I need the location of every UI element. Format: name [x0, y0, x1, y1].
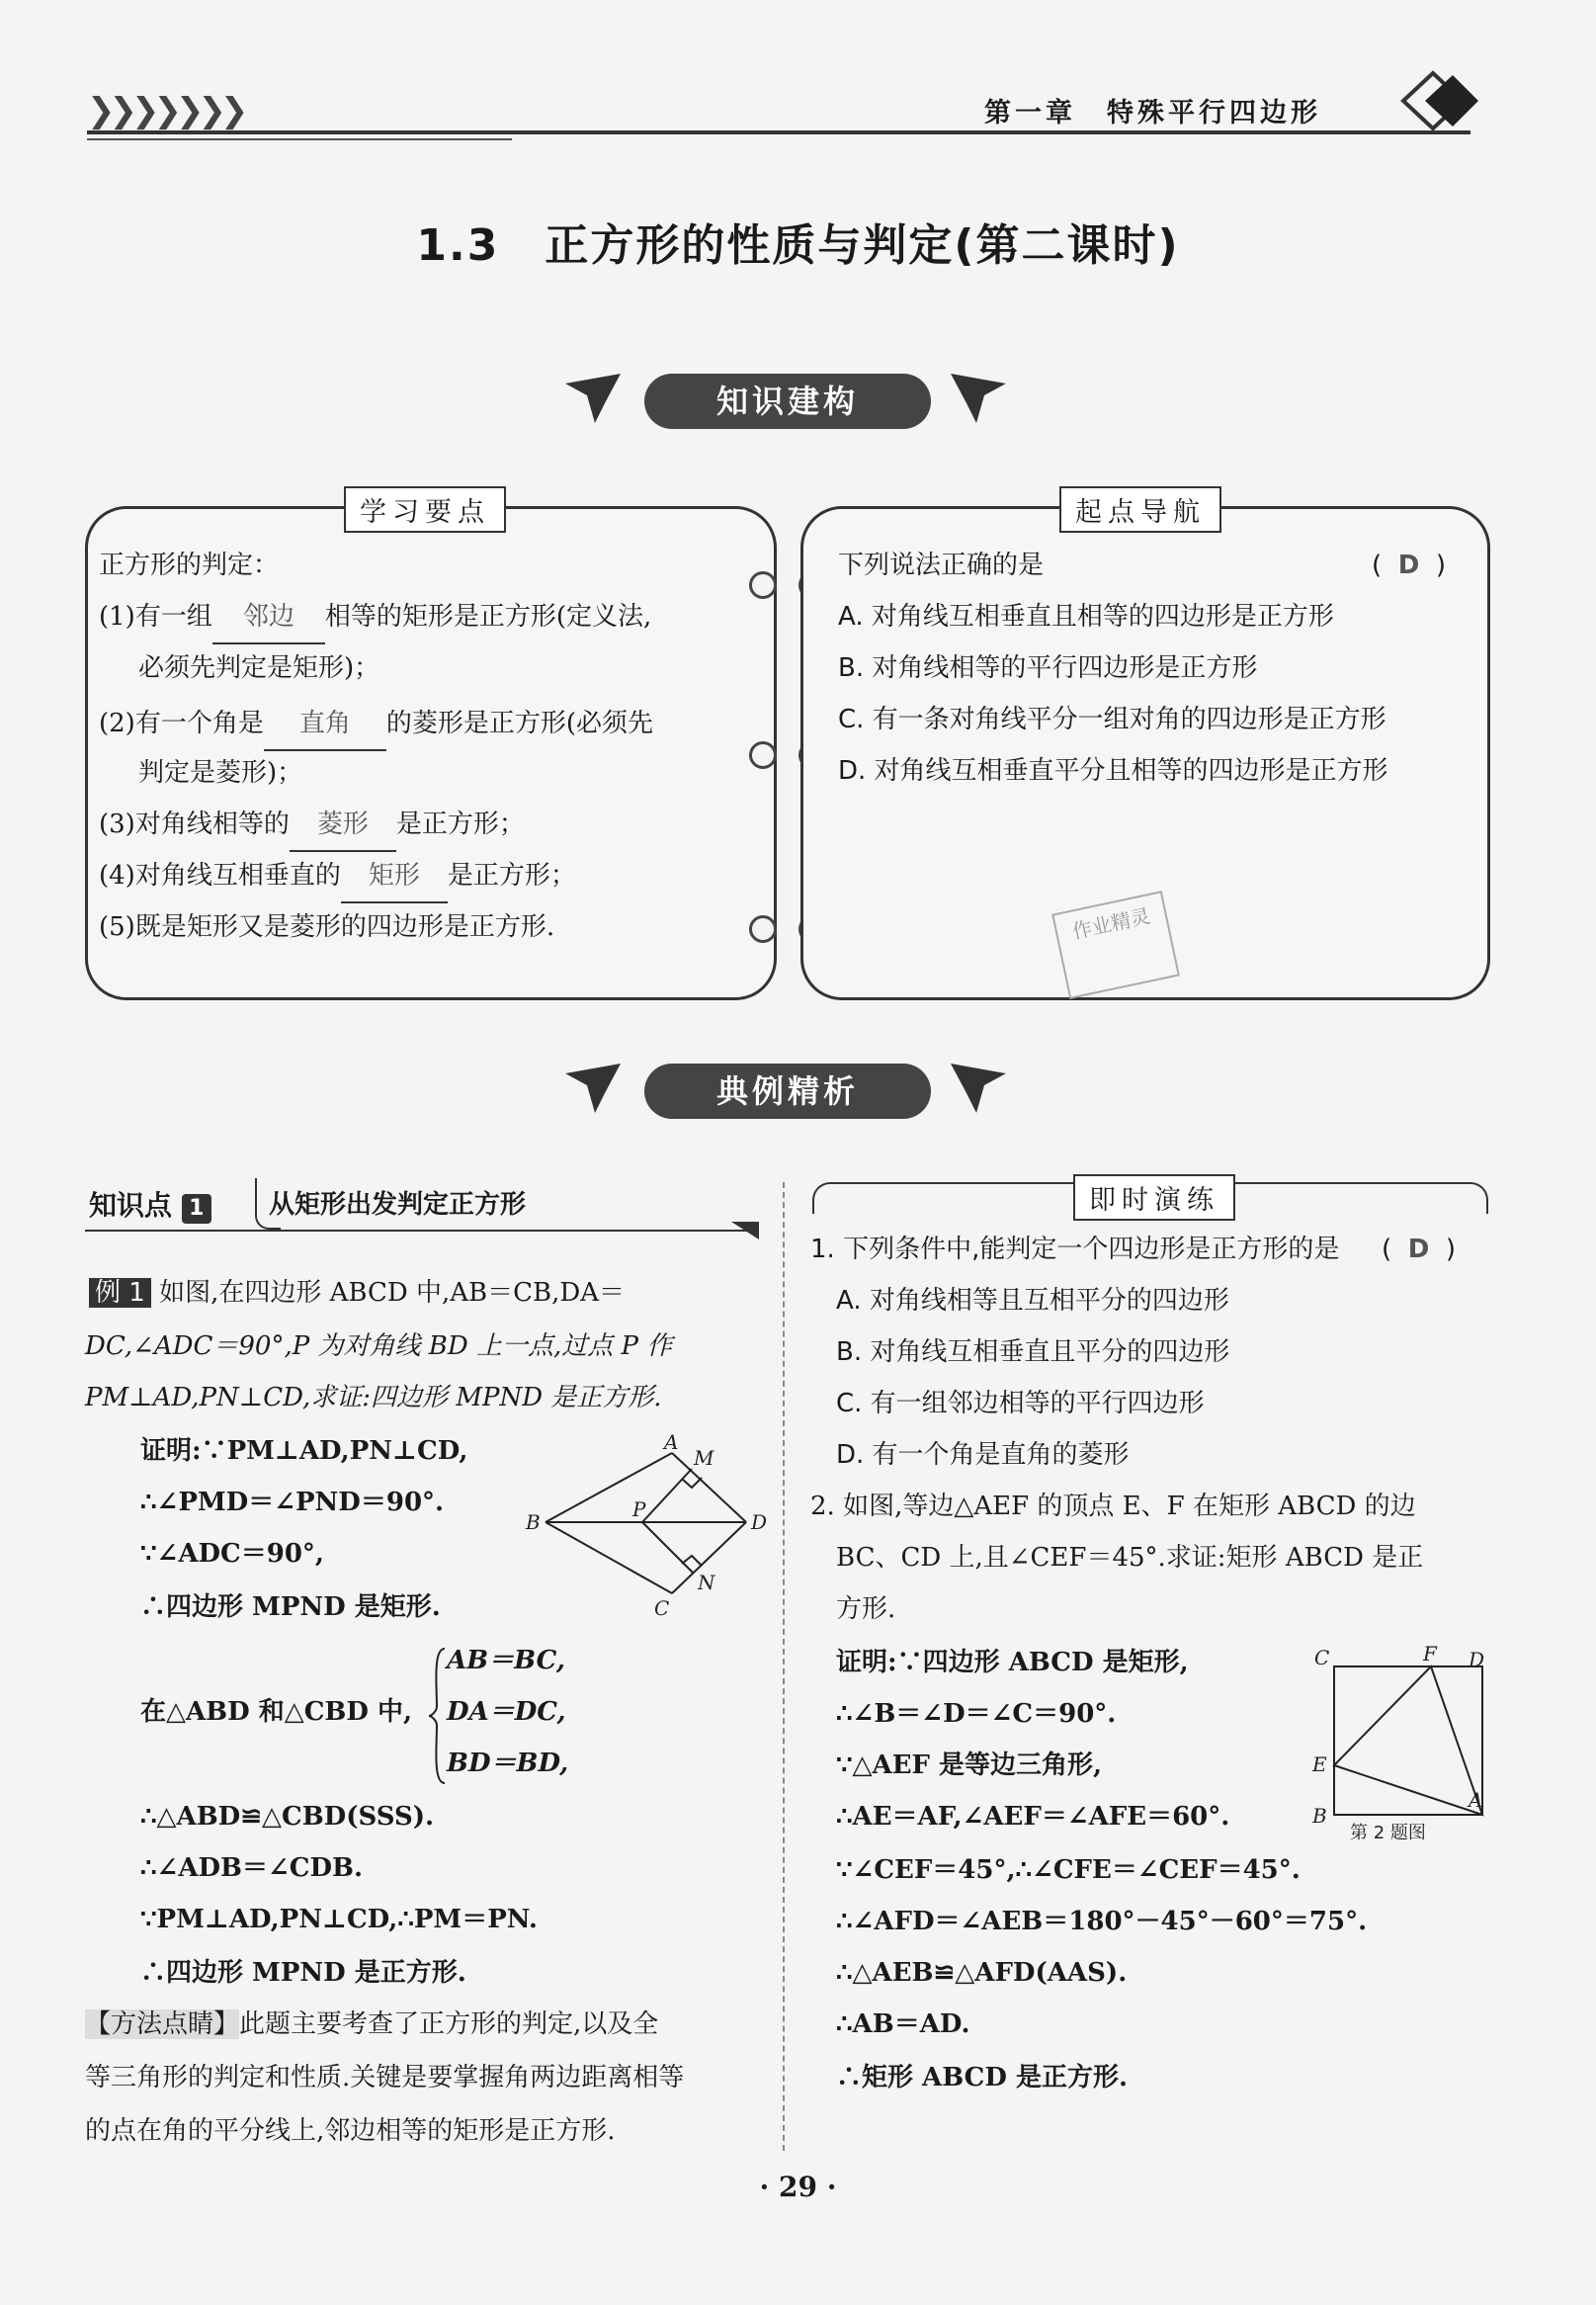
ring-icon	[749, 741, 777, 769]
example-line-3: PM⊥AD,PN⊥CD,求证:四边形 MPND 是正方形.	[85, 1383, 662, 1412]
answer-blank: 邻边	[212, 591, 325, 644]
practice-q1-option: C. 有一组邻边相等的平行四边形	[836, 1389, 1205, 1418]
practice-proof-line: ∴矩形 ABCD 是正方形.	[836, 2063, 1129, 2092]
practice-figure	[1310, 1645, 1488, 1842]
start-guide-tab: 起点导航	[1059, 486, 1221, 533]
rule-1: (1)有一组 邻边 相等的矩形是正方形(定义法,	[99, 591, 651, 644]
answer-blank: 直角	[264, 698, 386, 751]
segment-pn	[642, 1522, 694, 1574]
label-b: B	[1312, 1804, 1327, 1828]
segment-pm	[642, 1469, 692, 1522]
system-eq: DA＝DC,	[447, 1697, 566, 1727]
header-rule	[87, 130, 1470, 134]
answer-blank: 菱形	[290, 799, 396, 852]
ring-icon	[749, 915, 777, 943]
bird-icon	[951, 374, 1006, 423]
practice-proof-line: ∵∠CEF＝45°,∴∠CFE＝∠CEF＝45°.	[836, 1855, 1301, 1885]
bird-icon	[565, 374, 621, 423]
header-rule-thin	[87, 138, 512, 140]
rule-5: (5)既是矩形又是菱形的四边形是正方形.	[99, 912, 555, 942]
label-p: P	[632, 1497, 646, 1521]
label-d: D	[751, 1510, 768, 1534]
column-divider	[783, 1182, 785, 2151]
label-c: C	[1314, 1646, 1330, 1669]
proof-line: 证明:∵PM⊥AD,PN⊥CD,	[140, 1436, 468, 1466]
section-banner-examples: 典例精析	[644, 1064, 931, 1119]
practice-q1-answer: ( D )	[1382, 1235, 1456, 1264]
label-a: A	[1469, 1788, 1483, 1812]
system-eq: AB＝BC,	[447, 1646, 565, 1675]
label-c: C	[654, 1596, 670, 1620]
example-line-2: DC,∠ADC＝90°,P 为对角线 BD 上一点,过点 P 作	[85, 1331, 673, 1361]
page-number: · 29 ·	[759, 2171, 837, 2203]
practice-q1-option: D. 有一个角是直角的菱形	[836, 1440, 1130, 1470]
kp-rule	[85, 1230, 757, 1232]
watermark-stamp: 作业精灵	[1051, 891, 1180, 999]
proof-line: ∴△ABD≌△CBD(SSS).	[140, 1802, 435, 1832]
rule-4: (4)对角线互相垂直的 矩形 是正方形；	[99, 850, 576, 903]
guide-option-a: A. 对角线互相垂直且相等的四边形是正方形	[838, 602, 1334, 632]
rule-2: (2)有一个角是 直角 的菱形是正方形(必须先	[99, 698, 653, 751]
example-tag: 例 1	[89, 1278, 151, 1308]
label-e: E	[1312, 1752, 1327, 1776]
proof-line: ∴∠ADB＝∠CDB.	[140, 1853, 364, 1883]
ring-icon	[749, 571, 777, 599]
method-tip-line-3: 的点在角的平分线上,邻边相等的矩形是正方形.	[85, 2116, 616, 2146]
practice-q1-option: B. 对角线互相垂直且平分的四边形	[836, 1337, 1230, 1367]
study-heading: 正方形的判定：	[99, 551, 280, 580]
proof-line: ∴∠PMD＝∠PND＝90°.	[140, 1488, 445, 1517]
section-banner-knowledge: 知识建构	[644, 374, 931, 429]
system-intro: 在△ABD 和△CBD 中,	[140, 1697, 413, 1727]
label-m: M	[694, 1446, 714, 1470]
example-line-1: 例 1 如图,在四边形 ABCD 中,AB＝CB,DA＝	[89, 1267, 625, 1319]
practice-proof-line: ∴AB＝AD.	[836, 2009, 970, 2039]
guide-option-b: B. 对角线相等的平行四边形是正方形	[838, 653, 1258, 683]
guide-option-c: C. 有一条对角线平分一组对角的四边形是正方形	[838, 705, 1386, 734]
guide-answer: ( D )	[1372, 551, 1446, 580]
practice-proof-line: 证明:∵四边形 ABCD 是矩形,	[836, 1648, 1189, 1677]
method-tip-line-2: 等三角形的判定和性质.关键是要掌握角两边距离相等	[85, 2063, 685, 2092]
practice-proof-line: ∴AE＝AF,∠AEF＝∠AFE＝60°.	[836, 1802, 1230, 1832]
practice-proof-line: ∴∠B＝∠D＝∠C＝90°.	[836, 1699, 1117, 1729]
proof-line: ∵∠ADC＝90°,	[140, 1539, 324, 1569]
proof-line: ∴四边形 MPND 是正方形.	[140, 1958, 466, 1988]
chapter-title: 第一章 特殊平行四边形	[984, 98, 1321, 128]
practice-q2-line-3: 方形.	[836, 1594, 896, 1624]
label-d: D	[1469, 1648, 1485, 1671]
triangle-aef	[1334, 1666, 1482, 1815]
rule-2-cont: 判定是菱形)；	[138, 758, 303, 788]
system-eq: BD＝BD,	[447, 1749, 569, 1778]
bird-icon	[565, 1064, 621, 1113]
header-diamond-icon	[1374, 61, 1482, 140]
practice-q1: 1. 下列条件中,能判定一个四边形是正方形的是	[810, 1235, 1340, 1264]
rule-3: (3)对角线相等的 菱形 是正方形；	[99, 799, 525, 852]
practice-proof-line: ∴∠AFD＝∠AEB＝180°－45°－60°＝75°.	[836, 1907, 1368, 1936]
guide-question: 下列说法正确的是	[838, 551, 1045, 580]
label-b: B	[526, 1510, 541, 1534]
header-chevrons: ❯❯❯❯❯❯❯	[87, 91, 243, 130]
practice-q1-option: A. 对角线相等且互相平分的四边形	[836, 1286, 1229, 1316]
example-figure	[524, 1433, 771, 1631]
proof-line: ∴四边形 MPND 是矩形.	[140, 1592, 441, 1622]
figure-caption: 第 2 题图	[1350, 1823, 1426, 1842]
knowledge-point-title: 从矩形出发判定正方形	[269, 1190, 527, 1220]
practice-proof-line: ∴△AEB≌△AFD(AAS).	[836, 1958, 1128, 1988]
rule-1-cont: 必须先判定是矩形)；	[138, 653, 380, 683]
practice-q2-line-1: 2. 如图,等边△AEF 的顶点 E、F 在矩形 ABCD 的边	[810, 1492, 1416, 1521]
practice-q2-line-2: BC、CD 上,且∠CEF＝45°.求证:矩形 ABCD 是正	[836, 1543, 1424, 1573]
triangle-marker-icon	[731, 1222, 759, 1243]
practice-tab: 即时演练	[1073, 1174, 1235, 1221]
practice-proof-line: ∵△AEF 是等边三角形,	[836, 1750, 1103, 1780]
label-n: N	[698, 1571, 715, 1594]
bird-icon	[951, 1064, 1006, 1113]
proof-line: ∵PM⊥AD,PN⊥CD,∴PM＝PN.	[140, 1905, 538, 1934]
knowledge-point-label: 知识点 1	[89, 1184, 211, 1224]
method-tip-line-1: 【方法点睛】此题主要考查了正方形的判定,以及全	[85, 2009, 659, 2039]
label-a: A	[664, 1433, 679, 1454]
page-title: 1.3 正方形的性质与判定(第二课时)	[416, 220, 1180, 271]
guide-option-d: D. 对角线互相垂直平分且相等的四边形是正方形	[838, 756, 1388, 786]
figure-lines	[546, 1453, 746, 1593]
study-points-tab: 学习要点	[344, 486, 506, 533]
label-f: F	[1423, 1645, 1437, 1665]
brace-icon	[427, 1647, 449, 1785]
answer-blank: 矩形	[341, 850, 448, 903]
